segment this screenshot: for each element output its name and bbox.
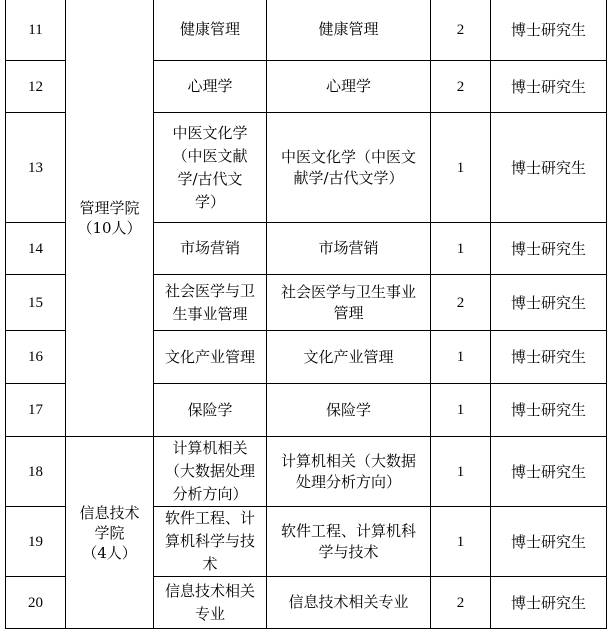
count-cell: 1 xyxy=(431,223,491,275)
degree-cell: 博士研究生 xyxy=(491,0,607,61)
direction-cell: 文化产业管理 xyxy=(267,331,431,384)
row-number: 15 xyxy=(6,275,66,331)
recruitment-table xyxy=(5,0,607,629)
count-cell: 1 xyxy=(431,384,491,437)
direction-cell: 中医文化学（中医文 献学/古代文学） xyxy=(267,113,431,223)
major-cell: 软件工程、计 算机科学与技 术 xyxy=(154,507,267,577)
row-number: 11 xyxy=(6,0,66,61)
degree-cell: 博士研究生 xyxy=(491,577,607,629)
department-cell: 管理学院 （10人） xyxy=(66,0,154,437)
count-cell: 2 xyxy=(431,61,491,113)
recruitment-table-wrapper xyxy=(5,0,607,629)
direction-cell: 计算机相关（大数据 处理分析方向） xyxy=(267,437,431,507)
row-number: 16 xyxy=(6,331,66,384)
degree-cell: 博士研究生 xyxy=(491,61,607,113)
count-cell: 2 xyxy=(431,0,491,61)
major-cell: 社会医学与卫 生事业管理 xyxy=(154,275,267,331)
count-cell: 1 xyxy=(431,331,491,384)
major-cell: 中医文化学 （中医文献 学/古代文 学） xyxy=(154,113,267,223)
row-number: 20 xyxy=(6,577,66,629)
major-cell: 市场营销 xyxy=(154,223,267,275)
count-cell: 1 xyxy=(431,113,491,223)
degree-cell: 博士研究生 xyxy=(491,275,607,331)
table-row xyxy=(6,437,607,507)
direction-cell: 心理学 xyxy=(267,61,431,113)
row-number: 18 xyxy=(6,437,66,507)
direction-cell: 社会医学与卫生事业 管理 xyxy=(267,275,431,331)
count-cell: 1 xyxy=(431,507,491,577)
count-cell: 2 xyxy=(431,275,491,331)
major-cell: 心理学 xyxy=(154,61,267,113)
major-cell: 文化产业管理 xyxy=(154,331,267,384)
row-number: 13 xyxy=(6,113,66,223)
direction-cell: 软件工程、计算机科 学与技术 xyxy=(267,507,431,577)
direction-cell: 市场营销 xyxy=(267,223,431,275)
direction-cell: 保险学 xyxy=(267,384,431,437)
row-number: 12 xyxy=(6,61,66,113)
degree-cell: 博士研究生 xyxy=(491,223,607,275)
table-row xyxy=(6,0,607,61)
degree-cell: 博士研究生 xyxy=(491,384,607,437)
department-cell: 信息技术 学院 （4人） xyxy=(66,437,154,629)
degree-cell: 博士研究生 xyxy=(491,331,607,384)
major-cell: 保险学 xyxy=(154,384,267,437)
direction-cell: 健康管理 xyxy=(267,0,431,61)
major-cell: 计算机相关 （大数据处理 分析方向） xyxy=(154,437,267,507)
degree-cell: 博士研究生 xyxy=(491,437,607,507)
major-cell: 信息技术相关 专业 xyxy=(154,577,267,629)
major-cell: 健康管理 xyxy=(154,0,267,61)
degree-cell: 博士研究生 xyxy=(491,113,607,223)
row-number: 19 xyxy=(6,507,66,577)
row-number: 14 xyxy=(6,223,66,275)
count-cell: 2 xyxy=(431,577,491,629)
direction-cell: 信息技术相关专业 xyxy=(267,577,431,629)
row-number: 17 xyxy=(6,384,66,437)
degree-cell: 博士研究生 xyxy=(491,507,607,577)
count-cell: 1 xyxy=(431,437,491,507)
